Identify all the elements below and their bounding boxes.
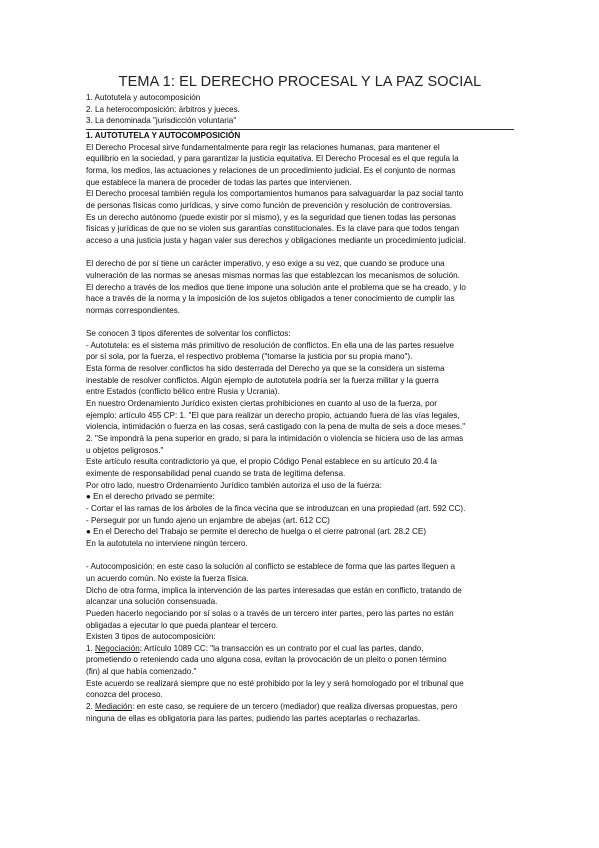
text-line: un acuerdo común. No existe la fuerza física. [86,573,249,583]
text-line: alcanzar una solución consensuada. [86,597,218,607]
text-line: Pueden hacerlo negociando por sí solas o a través de un tercero inter partes, pero las partes no están [86,608,454,618]
text-line: ninguna de ellas es obligatoria para las partes, pudiendo las partes aceptarlas o rechazarlas. [86,713,421,723]
text-line: En nuestro Ordenamiento Jurídico existen ciertas prohibiciones en cuanto al uso de la fuerza, por [86,399,437,409]
text-line: ● En el Derecho del Trabajo se permite el derecho de huelga o el cierre patronal (art. 28.2 CE) [86,527,427,537]
text-line: acceso a una justicia justa y hagan valer sus derechos y obligaciones mediante un procedimiento judicial. [86,235,466,245]
text-line: violencia, intimidación o fuerza en las cosas, será castigado con la pena de multa de seis a doce meses." [86,422,466,432]
text-line: Se conocen 3 tipos diferentes de solventar los conflictos: [86,329,291,339]
text-line: físicas y jurídicas de que no se violen sus garantías constitucionales. Es la clave para que todos tengan [86,224,460,234]
text-line: Por otro lado, nuestro Ordenamiento Jurídico también autoriza el uso de la fuerza: [86,480,382,490]
text-line: u objetos peligrosos." [86,445,164,455]
text-line: hace a través de la norma y la imposición de los sujetos obligados a tener conocimiento de cumplir las [86,294,455,304]
text-line: Este acuerdo se realizará siempre que no esté prohibido por la ley y será homologado por el tribunal que [86,678,464,688]
text-line: eximente de responsabilidad penal cuando se trata de legítima defensa. [86,469,346,478]
text-line: - Cortar el las ramas de los árboles de la finca vecina que se introduzcan en una propiedad (art. 592 CC). [86,503,466,513]
text-line: El Derecho procesal también regula los comportamientos humanos para salvaguardar la paz social tanto [86,189,464,199]
text-line: Existen 3 tipos de autocomposición: [86,632,216,642]
body-text [86,142,516,643]
paragraph-gap [86,550,516,562]
text-line: ● En el derecho privado se permite: [86,492,215,502]
text-line: de personas físicas como jurídicas, y sirve como función de prevención y resolución de controversias. [86,200,453,210]
text-line: - Perseguir por un fundo ajeno un enjambre de abejas (art. 612 CC) [86,515,330,525]
text-line: obligadas a ejecutar lo que pueda plantear el tercero. [86,620,278,630]
list-item-mediation: 2. Mediación: en este caso, se requiere de un tercero (mediador) que realiza diversas propuestas, pero [86,702,458,712]
text-line: normas correspondientes. [86,305,180,315]
paragraph-gap [86,316,516,328]
text-line: inestable de resolver conflictos. Algún ejemplo de autotutela podría ser la fuerza militar y la guerra [86,375,439,385]
text-line: entre Estados (conflicto bélico entre Rusia y Ucrania). [86,387,280,397]
text-line: 2. "Se impondrá la pena superior en grado, si para la intimidación o violencia se hiciera uso de las armas [86,434,464,444]
text-line: El Derecho Procesal sirve fundamentalmente para regir las relaciones humanas, para mantener el [86,142,440,152]
negotiation-term: Negociación [95,643,140,653]
text-line: forma, los medios, las actuaciones y relaciones de un procedimiento judicial. Es el conjunto de normas [86,165,456,175]
table-of-contents [86,92,514,127]
toc-item: 2. La heterocomposición: árbitros y jueces. [86,104,240,114]
text-line: Esta forma de resolver conflictos ha sido desterrada del Derecho ya que se la considera un sistema [86,364,445,374]
text-line: Dicho de otra forma, implica la intervención de las partes interesadas que están en conflicto, tratando de [86,585,462,595]
text-line: conozca del proceso. [86,690,163,700]
text-line: - Autotutela: es el sistema más primitivo de resolución de conflictos. En ella una de las partes resuelve [86,340,455,350]
text-line: equilibrio en la sociedad, y para garantizar la justicia equitativa. El Derecho Procesal es el que regula la [86,154,459,164]
text-line: Es un derecho autónomo (puede existir por sí mismo), y es la seguridad que tienen todas las personas [86,212,456,222]
text-line: El derecho de por sí tiene un carácter imperativo, y eso exige a su vez, que cuando se produce una [86,259,445,269]
text-line: prometiendo o reteniendo cada uno alguna cosa, evitan la provocación de un pleito o ponen término [86,655,447,665]
text-line: En la autotutela no interviene ningún tercero. [86,538,248,548]
text-line: por sí sola, por la fuerza, el respectivo problema ("tomarse la justicia por su propia mano"). [86,352,413,362]
document-body [86,130,516,724]
list-item-negotiation: 1. Negociación: Artículo 1089 CC: "la transacción es un contrato por el cual las partes, dando, [86,643,424,653]
section-heading: 1. AUTOTUTELA Y AUTOCOMPOSICIÓN [86,131,241,140]
document-title: TEMA 1: EL DERECHO PROCESAL Y LA PAZ SOCIAL [118,74,482,90]
toc-item: 3. La denominada "jurisdicción voluntaria" [86,116,237,126]
text-line: que establece la manera de proceder de todas las partes que intervienen. [86,177,352,187]
negotiation-text [86,654,516,701]
mediation-term: Mediación [95,702,133,712]
toc-item: 1. Autotutela y autocomposición [86,93,201,102]
mediation-text [86,713,516,725]
text-line: vulneración de las normas se anesas mismas normas las que establezcan los mecanismos de solución. [86,270,460,280]
text-line: Este artículo resulta contradictorio ya que, el propio Código Penal establece en su artículo 20.4 la [86,457,437,467]
text-line: - Autocomposición: en este caso la solución al conflicto se establece de forma que las partes lleguen a [86,562,456,572]
text-line: (fin) al que había comenzado." [86,667,197,677]
text-line: ejemplo: artículo 455 CP: 1. "El que para realizar un derecho propio, actuando fuera de las vías legales, [86,410,460,420]
paragraph-gap [86,247,516,259]
text-line: El derecho a través de los medios que tiene impone una solución ante el problema que se ha creado, y lo [86,282,466,292]
